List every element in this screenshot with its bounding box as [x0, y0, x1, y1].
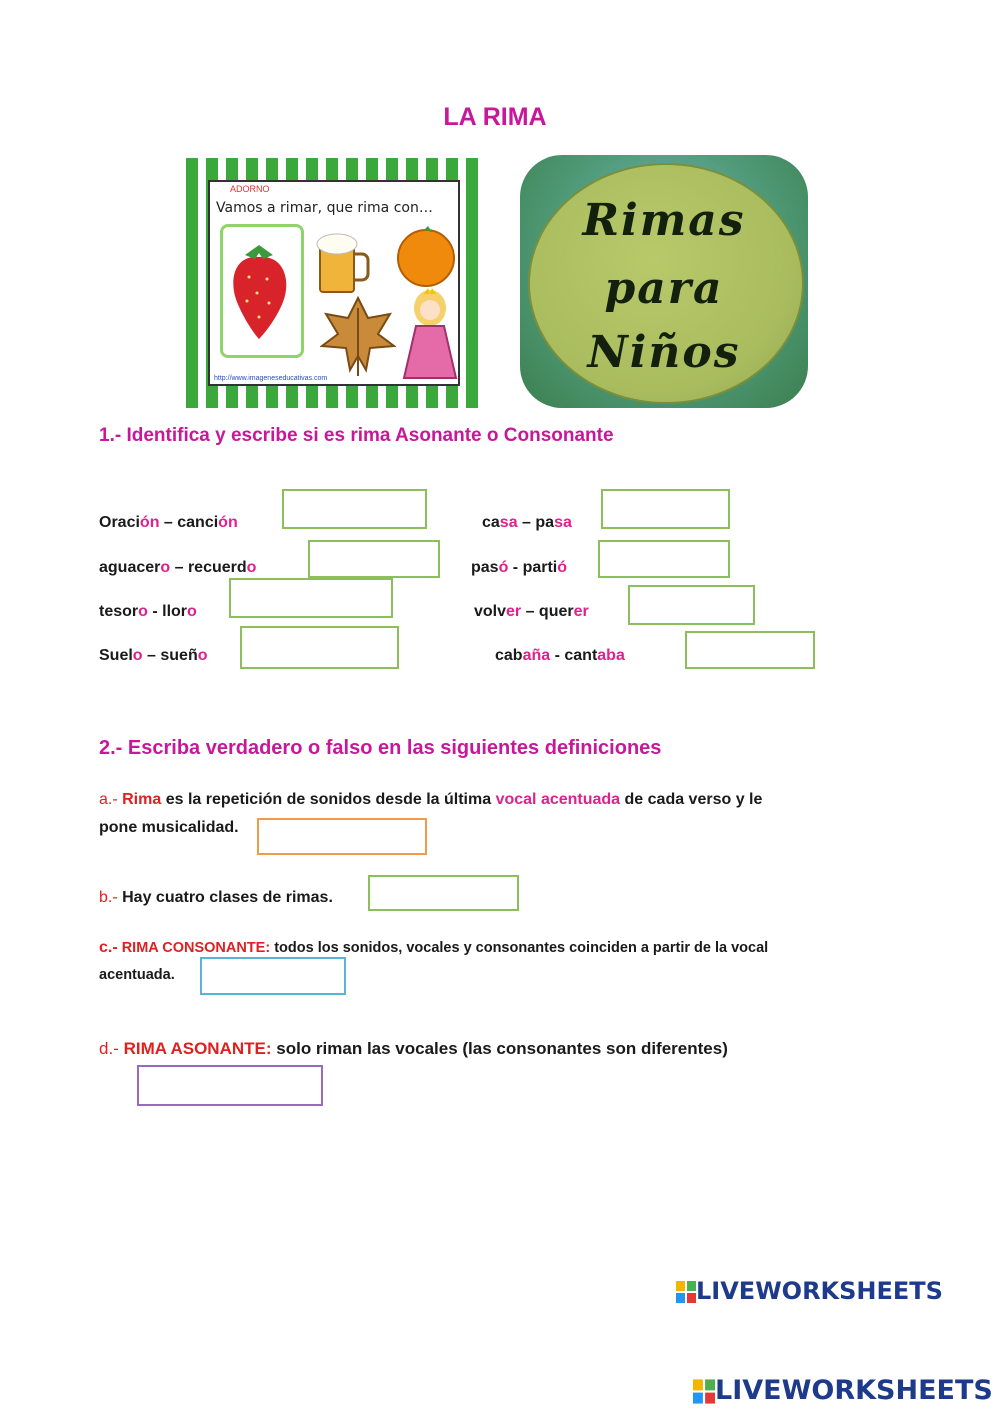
- word-pair-left-1: [99, 514, 238, 532]
- answer-box-left-3[interactable]: [229, 578, 393, 618]
- pair-text: Suel: [99, 647, 133, 664]
- pair-text: cab: [495, 647, 523, 664]
- answer-box-right-1[interactable]: [601, 489, 730, 529]
- picture-url: http://www.imageneseducativas.com: [214, 375, 328, 382]
- definition-text: pone musicalidad.: [99, 819, 239, 836]
- pair-text: aguacer: [99, 559, 161, 576]
- picture-word-3: Niños: [587, 327, 741, 378]
- answer-box-b[interactable]: [368, 875, 519, 911]
- definition-text: Hay cuatro clases de rimas.: [117, 889, 333, 906]
- pair-ending: ó: [498, 559, 509, 576]
- pair-text: tesor: [99, 603, 139, 620]
- pair-text: – pa: [517, 514, 555, 531]
- pair-ending: o: [246, 559, 257, 576]
- section-1-heading: 1.- Identifica y escribe si es rima Asonante o Consonante: [99, 425, 614, 446]
- pair-ending: sa: [499, 514, 518, 531]
- pair-ending: ó: [557, 559, 568, 576]
- pair-ending: o: [160, 559, 171, 576]
- word-pair-left-4: [99, 647, 208, 665]
- pair-ending: o: [187, 603, 197, 620]
- strawberry-icon: [223, 227, 295, 349]
- rhyme-picture-card: [186, 158, 482, 408]
- definition-term: RIMA CONSONANTE:: [117, 940, 271, 956]
- word-pair-right-4: [495, 647, 625, 665]
- definition-highlight: vocal acentuada: [495, 791, 621, 808]
- definition-text: acentuada.: [99, 967, 175, 983]
- definition-text: todos los sonidos, vocales y consonantes coinciden a partir de la vocal: [270, 940, 769, 956]
- definition-text: es la repetición de sonidos desde la última: [161, 791, 496, 808]
- picture-small-label: ADORNO: [230, 184, 270, 194]
- picture-frame: [208, 180, 460, 386]
- pair-ending: sa: [554, 514, 572, 531]
- pair-ending: aba: [597, 647, 625, 664]
- picture-caption: Vamos a rimar, que rima con…: [216, 200, 433, 216]
- definition-letter: d.-: [99, 1039, 119, 1058]
- leaf-icon: [320, 294, 396, 378]
- pair-ending: o: [132, 647, 143, 664]
- pair-text: - cant: [550, 647, 598, 664]
- pair-text: – recuerd: [170, 559, 247, 576]
- answer-box-right-2[interactable]: [598, 540, 730, 578]
- pair-text: volv: [474, 603, 507, 620]
- section-2-heading: 2.- Escriba verdadero o falso en las siguientes definiciones: [99, 737, 662, 759]
- word-pair-right-1: [482, 514, 572, 532]
- liveworksheets-logo-footer: [693, 1375, 993, 1406]
- pair-text: - llor: [147, 603, 188, 620]
- word-pair-left-2: [99, 559, 256, 577]
- definition-b: [99, 889, 333, 907]
- logo-text: LIVEWORKSHEETS: [715, 1375, 993, 1406]
- princess-icon: [402, 286, 458, 382]
- answer-box-c[interactable]: [200, 957, 346, 995]
- liveworksheets-logo-icon: [676, 1281, 696, 1303]
- pair-text: ca: [482, 514, 500, 531]
- answer-box-a[interactable]: [257, 818, 427, 855]
- pair-ending: o: [197, 647, 208, 664]
- pair-text: – sueñ: [142, 647, 198, 664]
- picture-word-1: Rimas: [582, 195, 746, 246]
- word-pair-right-2: [471, 559, 567, 577]
- pair-text: Oraci: [99, 514, 140, 531]
- answer-box-left-1[interactable]: [282, 489, 427, 529]
- pair-ending: ón: [139, 514, 160, 531]
- word-pair-right-3: [474, 603, 589, 621]
- rimas-para-ninos-picture: [520, 155, 808, 408]
- definition-text: solo riman las vocales (las consonantes son diferentes): [271, 1039, 728, 1058]
- definition-term: RIMA ASONANTE:: [118, 1039, 272, 1058]
- definition-term: Rima: [122, 791, 162, 808]
- definition-letter: b.-: [99, 889, 118, 906]
- orange-icon: [394, 224, 458, 288]
- pair-text: - parti: [508, 559, 558, 576]
- definition-letter: c.-: [99, 939, 118, 956]
- answer-box-d[interactable]: [137, 1065, 323, 1106]
- pair-text: – canci: [159, 514, 219, 531]
- definition-letter: a.-: [99, 791, 118, 808]
- logo-text: LIVEWORKSHEETS: [696, 1277, 943, 1305]
- definition-a: [99, 786, 899, 842]
- answer-box-left-4[interactable]: [240, 626, 399, 669]
- page-title: LA RIMA: [443, 103, 547, 131]
- beer-mug-icon: [314, 230, 370, 296]
- pair-text: pas: [471, 559, 499, 576]
- liveworksheets-logo: [676, 1277, 943, 1305]
- pair-ending: o: [138, 603, 148, 620]
- picture-word-2: para: [604, 263, 724, 314]
- pair-ending: ón: [218, 514, 238, 531]
- definition-text: de cada verso y le: [620, 791, 763, 808]
- answer-box-left-2[interactable]: [308, 540, 440, 578]
- answer-box-right-3[interactable]: [628, 585, 755, 625]
- pair-text: – quer: [521, 603, 574, 620]
- strawberry-card: [220, 224, 304, 358]
- pair-ending: er: [506, 603, 522, 620]
- pair-ending: er: [573, 603, 589, 620]
- liveworksheets-logo-icon: [693, 1379, 715, 1404]
- definition-d: [99, 1039, 728, 1059]
- pair-ending: aña: [522, 647, 551, 664]
- word-pair-left-3: [99, 603, 197, 621]
- answer-box-right-4[interactable]: [685, 631, 815, 669]
